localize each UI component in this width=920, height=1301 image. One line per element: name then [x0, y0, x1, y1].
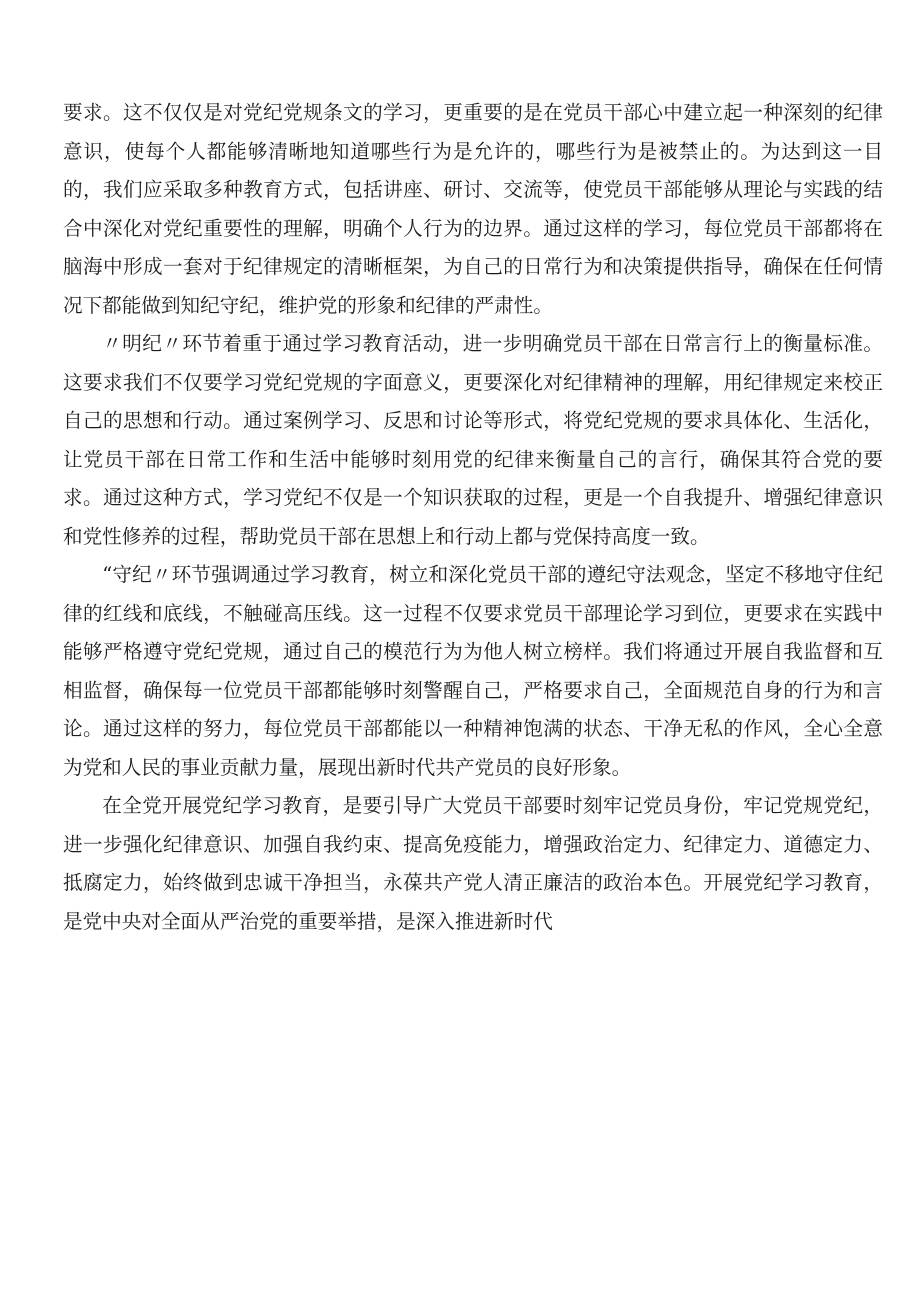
paragraph-4: 在全党开展党纪学习教育，是要引导广大党员干部要时刻牢记党员身份，牢记党规党纪，进一步强化纪律意识、加强自我约束、提高免疫能力，增强政治定力、纪律定力、道德定力、抵腐定力，始终做到忠诚干净担当，永葆共产党人清正廉洁的政治本色。开展党纪学习教育，是党中央对全面从严治党的重要举措，是深入推进新时代: [63, 794, 883, 933]
paragraph-1: 要求。这不仅仅是对党纪党规条文的学习，更重要的是在党员干部心中建立起一种深刻的纪律意识，使每个人都能够清晰地知道哪些行为是允许的，哪些行为是被禁止的。为达到这一目的，我们应采取多种教育方式，包括讲座、研讨、交流等，使党员干部能够从理论与实践的结合中深化对党纪重要性的理解，明确个人行为的边界。通过这样的学习，每位党员干部都将在脑海中形成一套对于纪律规定的清晰框架，为自己的日常行为和决策提供指导，确保在任何情况下都能做到知纪守纪，维护党的形象和纪律的严肃性。: [63, 101, 883, 317]
document-body: [63, 94, 883, 941]
paragraph-2: 〃明纪〃环节着重于通过学习教育活动，进一步明确党员干部在日常言行上的衡量标准。这要求我们不仅要学习党纪党规的字面意义，更要深化对纪律精神的理解，用纪律规定来校正自己的思想和行动。通过案例学习、反思和讨论等形式，将党纪党规的要求具体化、生活化，让党员干部在日常工作和生活中能够时刻用党的纪律来衡量自己的言行，确保其符合党的要求。通过这种方式，学习党纪不仅是一个知识获取的过程，更是一个自我提升、增强纪律意识和党性修养的过程，帮助党员干部在思想上和行动上都与党保持高度一致。: [63, 332, 883, 548]
paragraph-3: “守纪〃环节强调通过学习教育，树立和深化党员干部的遵纪守法观念，坚定不移地守住纪律的红线和底线，不触碰高压线。这一过程不仅要求党员干部理论学习到位，更要求在实践中能够严格遵守党纪党规，通过自己的模范行为为他人树立榜样。我们将通过开展自我监督和互相监督，确保每一位党员干部都能够时刻警醒自己，严格要求自己，全面规范自身的行为和言论。通过这样的努力，每位党员干部都能以一种精神饱满的状态、干净无私的作风，全心全意为党和人民的事业贡献力量，展现出新时代共产党员的良好形象。: [63, 563, 883, 779]
